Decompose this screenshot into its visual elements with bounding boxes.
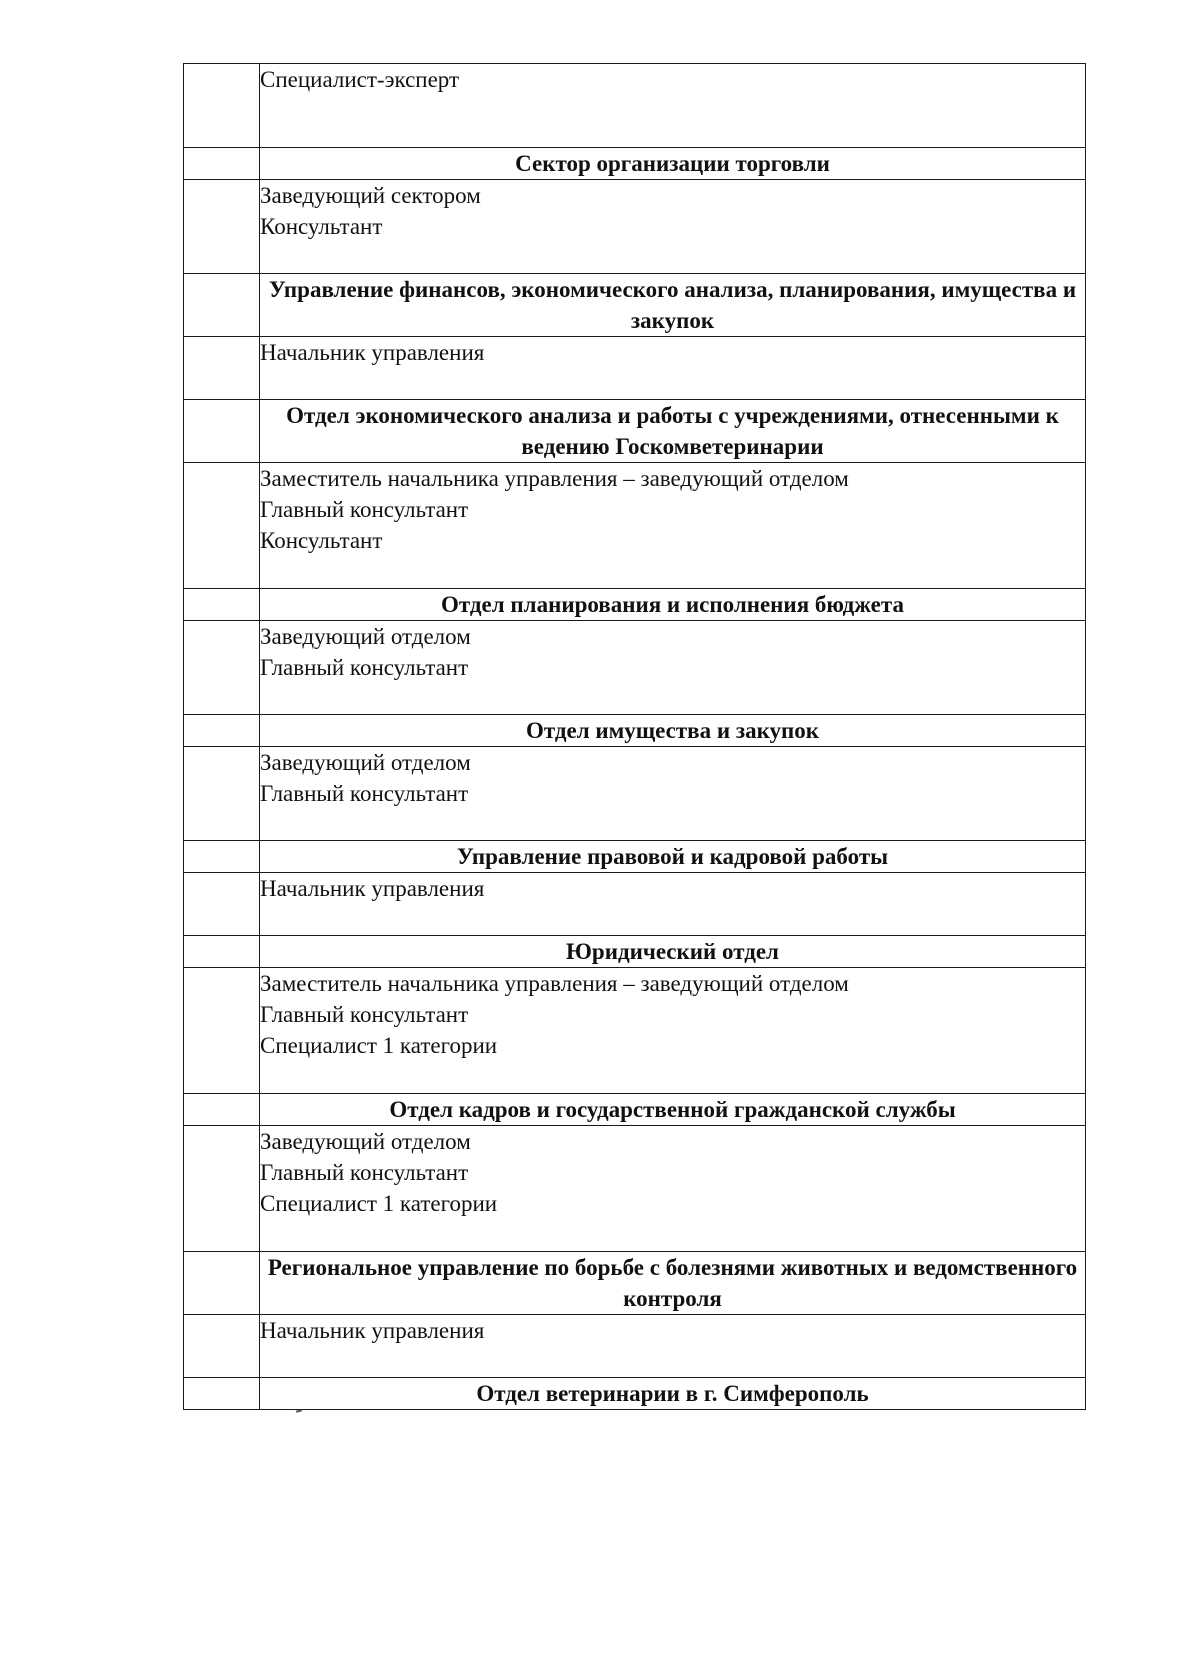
section-header-row <box>184 274 1086 337</box>
number-cell <box>184 148 260 180</box>
positions-row <box>184 180 1086 274</box>
number-cell <box>184 747 260 841</box>
number-cell <box>184 1094 260 1126</box>
section-title: Управление правовой и кадровой работы <box>260 841 1086 873</box>
position-item: Главный консультант <box>260 1160 469 1185</box>
section-title: Отдел экономического анализа и работы с учреждениями, отнесенными к ведению Госкомветеринарии <box>260 400 1086 463</box>
section-header-row <box>184 1378 1086 1410</box>
position-item: Консультант <box>260 214 383 239</box>
number-cell <box>184 589 260 621</box>
position-item: Главный консультант <box>260 1002 469 1027</box>
positions-row <box>184 1315 1086 1378</box>
position-item: Начальник управления <box>260 876 485 901</box>
section-title: Отдел имущества и закупок <box>260 715 1086 747</box>
position-item: Консультант <box>260 528 383 553</box>
positions-cell <box>260 968 1086 1094</box>
positions-row <box>184 621 1086 715</box>
positions-cell <box>260 337 1086 400</box>
number-cell <box>184 1378 260 1410</box>
position-item: Специалист 1 категории <box>260 1191 498 1216</box>
section-title: Отдел планирования и исполнения бюджета <box>260 589 1086 621</box>
number-cell <box>184 64 260 148</box>
positions-cell <box>260 873 1086 936</box>
positions-row <box>184 747 1086 841</box>
position-item: Заведующий отделом <box>260 624 471 649</box>
position-item: Начальник управления <box>260 1318 485 1343</box>
section-header-row <box>184 589 1086 621</box>
number-cell <box>184 274 260 337</box>
number-cell <box>184 873 260 936</box>
position-item: Заместитель начальника управления – заведующий отделом <box>260 466 849 491</box>
section-header-row <box>184 1094 1086 1126</box>
section-header-row <box>184 936 1086 968</box>
positions-cell <box>260 1315 1086 1378</box>
section-title: Региональное управление по борьбе с болезнями животных и ведомственного контроля <box>260 1252 1086 1315</box>
position-item: Главный консультант <box>260 655 469 680</box>
staff-table <box>183 63 1086 1410</box>
positions-row <box>184 337 1086 400</box>
positions-cell <box>260 1126 1086 1252</box>
scan-speck <box>296 1409 302 1412</box>
positions-row <box>184 873 1086 936</box>
positions-cell <box>260 621 1086 715</box>
number-cell <box>184 180 260 274</box>
positions-row <box>184 968 1086 1094</box>
section-header-row <box>184 841 1086 873</box>
position-item: Заведующий отделом <box>260 750 471 775</box>
position-item: Заведующий сектором <box>260 183 481 208</box>
number-cell <box>184 841 260 873</box>
positions-cell <box>260 747 1086 841</box>
number-cell <box>184 337 260 400</box>
positions-row <box>184 64 1086 148</box>
number-cell <box>184 1315 260 1378</box>
position-item: Специалист 1 категории <box>260 1033 498 1058</box>
section-header-row <box>184 400 1086 463</box>
positions-cell <box>260 64 1086 148</box>
position-item: Начальник управления <box>260 340 485 365</box>
number-cell <box>184 968 260 1094</box>
position-item: Специалист-эксперт <box>260 67 460 92</box>
number-cell <box>184 621 260 715</box>
number-cell <box>184 1252 260 1315</box>
section-header-row <box>184 148 1086 180</box>
positions-cell <box>260 463 1086 589</box>
section-title: Отдел ветеринарии в г. Симферополь <box>260 1378 1086 1410</box>
positions-row <box>184 463 1086 589</box>
section-title: Сектор организации торговли <box>260 148 1086 180</box>
section-title: Юридический отдел <box>260 936 1086 968</box>
number-cell <box>184 715 260 747</box>
position-item: Главный консультант <box>260 497 469 522</box>
number-cell <box>184 400 260 463</box>
section-title: Отдел кадров и государственной гражданской службы <box>260 1094 1086 1126</box>
positions-cell <box>260 180 1086 274</box>
number-cell <box>184 1126 260 1252</box>
number-cell <box>184 463 260 589</box>
positions-row <box>184 1126 1086 1252</box>
position-item: Заведующий отделом <box>260 1129 471 1154</box>
section-title: Управление финансов, экономического анализа, планирования, имущества и закупок <box>260 274 1086 337</box>
position-item: Главный консультант <box>260 781 469 806</box>
section-header-row <box>184 1252 1086 1315</box>
section-header-row <box>184 715 1086 747</box>
number-cell <box>184 936 260 968</box>
position-item: Заместитель начальника управления – заведующий отделом <box>260 971 849 996</box>
